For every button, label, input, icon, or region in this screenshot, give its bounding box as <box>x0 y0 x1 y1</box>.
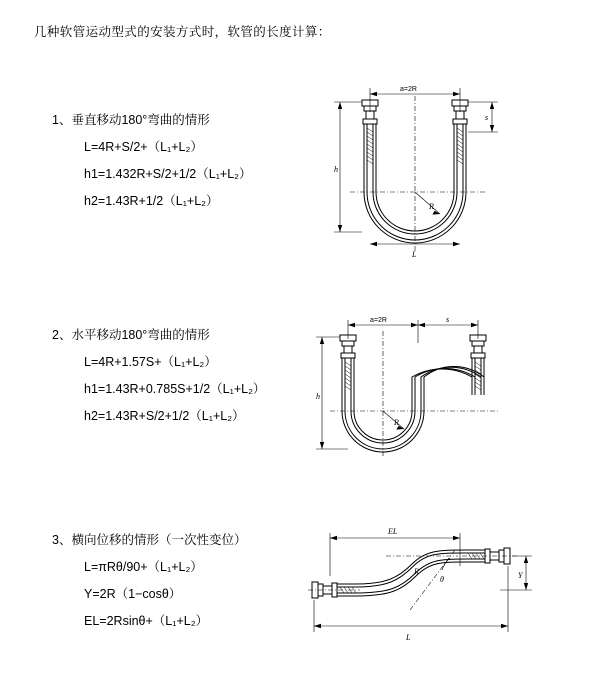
case-2-text <box>52 325 312 433</box>
fig3-bottom-dim-label: L <box>406 633 411 642</box>
case-2-formula-1: L=4R+1.57S+（L₁+L₂） <box>84 355 217 369</box>
case-3-heading: 3、横向位移的情形（一次性变位） <box>52 533 247 547</box>
fig1-top-dim-label: a=2R <box>400 86 417 93</box>
fig2-top-dim-label: a=2R <box>370 317 387 324</box>
case-2-formula-3: h2=1.43R+S/2+1/2（L₁+L₂） <box>84 409 245 423</box>
fig1-right-dim-label: s <box>485 113 489 122</box>
case-1-text <box>52 110 312 218</box>
case-1-figure <box>300 72 560 272</box>
case-3-formula-1: L=πRθ/90+（L₁+L₂） <box>84 560 203 574</box>
fig3-angle-label: θ <box>440 575 444 584</box>
case-3-figure <box>290 520 560 660</box>
fig1-radius-label: R <box>429 202 434 211</box>
case-1-formula-1: L=4R+S/2+（L₁+L₂） <box>84 140 203 154</box>
case-3-formula-3: EL=2Rsinθ+（L₁+L₂） <box>84 614 209 628</box>
case-2-formula-2: h1=1.43R+0.785S+1/2（L₁+L₂） <box>84 382 266 396</box>
fig1-bottom-label: L <box>412 250 417 259</box>
fig3-top-dim-label: EL <box>388 527 398 536</box>
case-1-formula-2: h1=1.432R+S/2+1/2（L₁+L₂） <box>84 167 252 181</box>
fig3-radius-label: R <box>414 567 419 576</box>
fig2-radius-label: R <box>394 418 399 427</box>
case-3-formula-2: Y=2R（1−cosθ） <box>84 587 182 601</box>
case-2-figure <box>300 307 560 487</box>
case-2-heading: 2、水平移动180°弯曲的情形 <box>52 328 210 342</box>
fig3-right-dim-label: Y <box>518 571 523 580</box>
fig1-left-dim-label: h <box>334 165 338 174</box>
fig2-top-dim2-label: s <box>446 315 450 324</box>
case-1-heading: 1、垂直移动180°弯曲的情形 <box>52 113 210 127</box>
case-3-text <box>52 530 312 638</box>
page-title: 几种软管运动型式的安装方式时，软管的长度计算： <box>34 25 331 39</box>
case-1-formula-3: h2=1.43R+1/2（L₁+L₂） <box>84 194 219 208</box>
fig2-left-dim-label: h <box>316 392 320 401</box>
